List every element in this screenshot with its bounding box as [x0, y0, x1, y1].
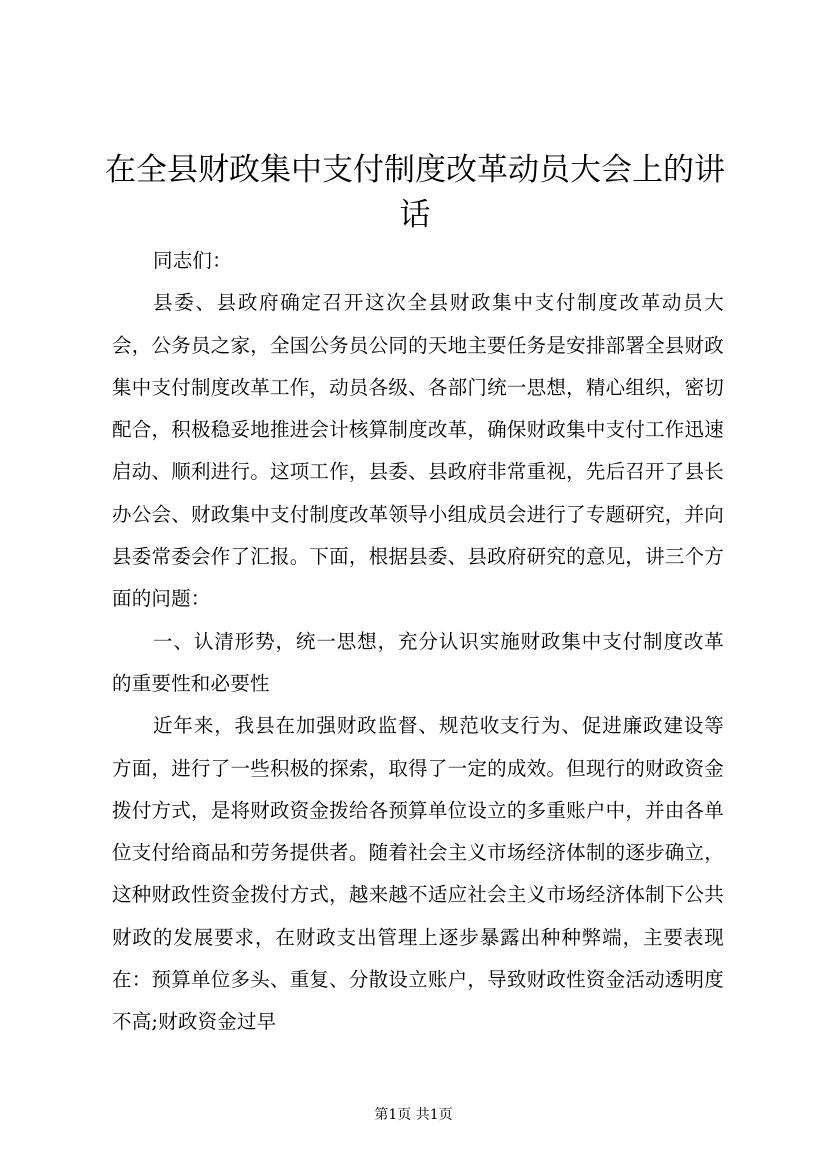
intro-paragraph: 县委、县政府确定召开这次全县财政集中支付制度改革动员大会，公务员之家，全国公务员公同的天地主要任务是安排部署全县财政集中支付制度改革工作，动员各级、各部门统一思想，精心组织，密切配合，积极稳妥地推进会计核算制度改革，确保财政集中支付工作迅速启动、顺利进行。这项工作，县委、县政府非常重视，先后召开了县长办公会、财政集中支付制度改革领导小组成员会进行了专题研究，并向县委常委会作了汇报。下面，根据县委、县政府研究的意见，讲三个方面的问题：: [112, 291, 724, 611]
salutation-paragraph: 同志们：: [153, 249, 232, 272]
document-title: 在全县财政集中支付制度改革动员大会上的讲话: [105, 152, 725, 233]
document-body: [112, 240, 724, 1044]
page-footer: 第1页 共1页: [374, 1107, 453, 1123]
body-paragraph: 近年来，我县在加强财政监督、规范收支行为、促进廉政建设等方面，进行了一些积极的探索，取得了一定的成效。但现行的财政资金拨付方式，是将财政资金拨给各预算单位设立的多重账户中，并由各单位支付给商品和劳务提供者。随着社会主义市场经济体制的逐步确立，这种财政性资金拨付方式，越来越不适应社会主义市场经济体制下公共财政的发展要求，在财政支出管理上逐步暴露出种种弊端，主要表现在：预算单位多头、重复、分散设立账户，导致财政性资金活动透明度不高;财政资金过早: [112, 714, 724, 1034]
section-heading-paragraph: 一、认清形势，统一思想，充分认识实施财政集中支付制度改革的重要性和必要性: [112, 629, 724, 695]
